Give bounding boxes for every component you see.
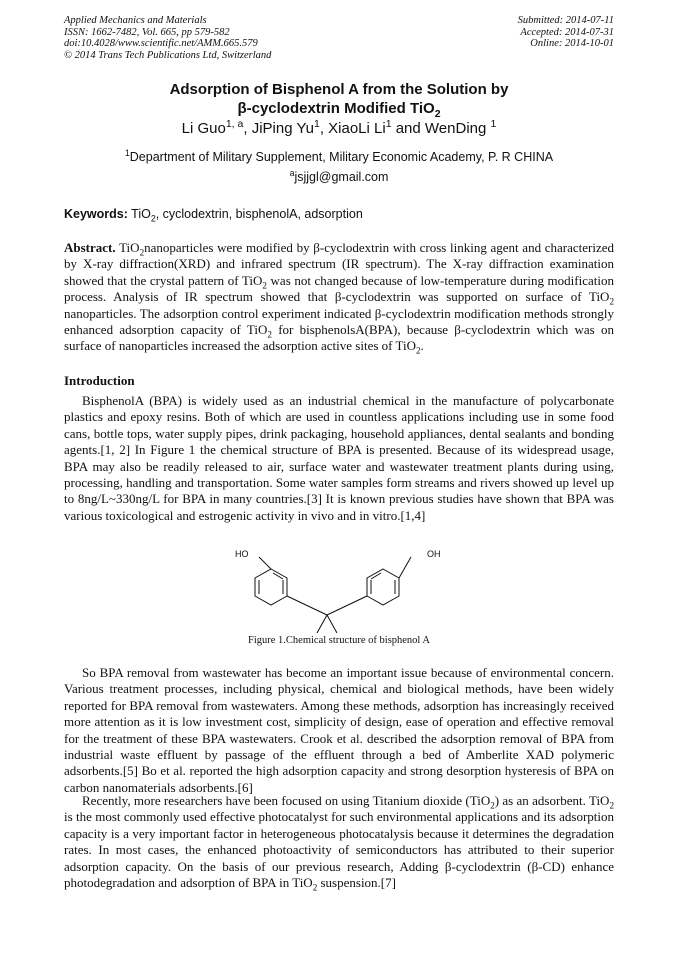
intro-paragraph-1: BisphenolA (BPA) is widely used as an industrial chemical in the manufacture of polycarbonate plastics and epoxy resins. Both of which are used in countless applications including use in some food cans, bottle tops, water supply pipes, drink packaging, household appliances, dental sealants and bonding agents.[1, 2] In Figure 1 the chemical structure of BPA is presented. Because of its widespread usage, BPA may also be readily released to air, surface water and wastewater treatment plants during using, processing, handling and transportation. Some water samples form streams and rivers showed up level up to 8ng/L~330ng/L for BPA in many countries.[3] It is known previous studies have shown that BPA was various toxicological and estrogenic activity in vivo and in vitro.[1,4]: [64, 393, 614, 523]
title-line-1: Adsorption of Bisphenol A from the Solution by: [169, 81, 509, 98]
author-email: $^a$jsjjgl@gmail.com: [289, 167, 389, 184]
section-heading-introduction: Introduction: [64, 373, 135, 388]
keywords: Keywords: TiO$_2$, cyclodextrin, bisphenolA, adsorption: [64, 207, 363, 224]
oh-label: OH: [427, 549, 441, 559]
date-submitted: Submitted: 2014-07-11: [517, 15, 614, 26]
title-line-2: β-cyclodextrin Modified TiO$_2$: [237, 100, 441, 120]
author-name: JiPing Yu: [251, 120, 314, 137]
intro-paragraph-3: Recently, more researchers have been focused on using Titanium dioxide (TiO$_2$) as an adsorbent. TiO$_2$ is the most commonly used effective photocatalyst for such environmental applications and its adsorption capacity is a very important factor in heterogeneous photocatalysis because it determines the degradation rates. In most cases, the enhanced photoactivity of semiconductors has attributed to their superior adsorption capacity. On the basis of our previous research, Adding β-cyclodextrin (β-CD) enhance photodegradation and adsorption of BPA in TiO$_2$ suspension.[7]: [64, 793, 614, 893]
author-name: XiaoLi Li: [328, 120, 386, 137]
paper-title: [64, 80, 614, 118]
author-name: WenDing: [424, 120, 487, 137]
figure-caption: Figure 1.Chemical structure of bisphenol A: [248, 635, 430, 646]
journal-info: [64, 15, 271, 61]
abstract: Abstract. TiO$_2$nanoparticles were modified by β-cyclodextrin with cross linking agent and characterized by X-ray diffraction(XRD) and infrared spectrum (IR spectrum). The X-ray diffraction examination showed that the crystal pattern of TiO$_2$ was not changed because of low-temperature during modification process. Analysis of IR spectrum showed that β-cyclodextrin was supported on surface of TiO$_2$ nanoparticles. The adsorption control experiment indicated β-cyclodextrin modification methods strongly enhanced adsorption capacity of TiO$_2$ for bisphenolsA(BPA), because β-cyclodextrin which was on surface of nanoparticles increased the adsorption active sites of TiO$_2$.: [64, 240, 615, 357]
affiliation: $^1$Department of Military Supplement, Military Economic Academy, P. R CHINA: [124, 147, 554, 164]
intro-paragraph-2: So BPA removal from wastewater has become an important issue because of environmental concern. Various treatment processes, including physical, chemical and biological methods, have been widely reported for BPA removal from wastewaters. Among these methods, adsorption has increasingly received more attention as it is low investment cost, simplicity of design, ease of operation and effective removal for the treatment of these BPA wastewaters. Crook et al. described the adsorption removal of BPA from industrial waste effluent by passage of the effluent through a bed of Amberlite XAD polymeric adsorbents.[5] Bo et al. reported the high adsorption capacity and strong desorption hysteresis of BPA on carbon nanomaterials adsorbents.[6]: [64, 665, 614, 795]
journal-copyright: © 2014 Trans Tech Publications Ltd, Switzerland: [64, 49, 272, 61]
journal-doi: doi:10.4028/www.scientific.net/AMM.665.579: [64, 38, 258, 49]
date-accepted: Accepted: 2014-07-31: [520, 26, 614, 38]
author-list: Li Guo$^{1, a}$, JiPing Yu$^1$, XiaoLi Li$^1$ and WenDing $^1$: [181, 118, 497, 137]
submission-dates: [518, 15, 614, 50]
journal-name: Applied Mechanics and Materials: [64, 15, 207, 26]
keywords-label: Keywords:: [64, 207, 128, 221]
abstract-label: Abstract.: [64, 240, 116, 255]
author-name: Li Guo: [181, 120, 226, 137]
journal-issn: ISSN: 1662-7482, Vol. 665, pp 579-582: [64, 26, 230, 38]
ho-label: HO: [235, 549, 249, 559]
bisphenol-a-structure: [225, 543, 455, 635]
date-online: Online: 2014-10-01: [530, 38, 614, 49]
